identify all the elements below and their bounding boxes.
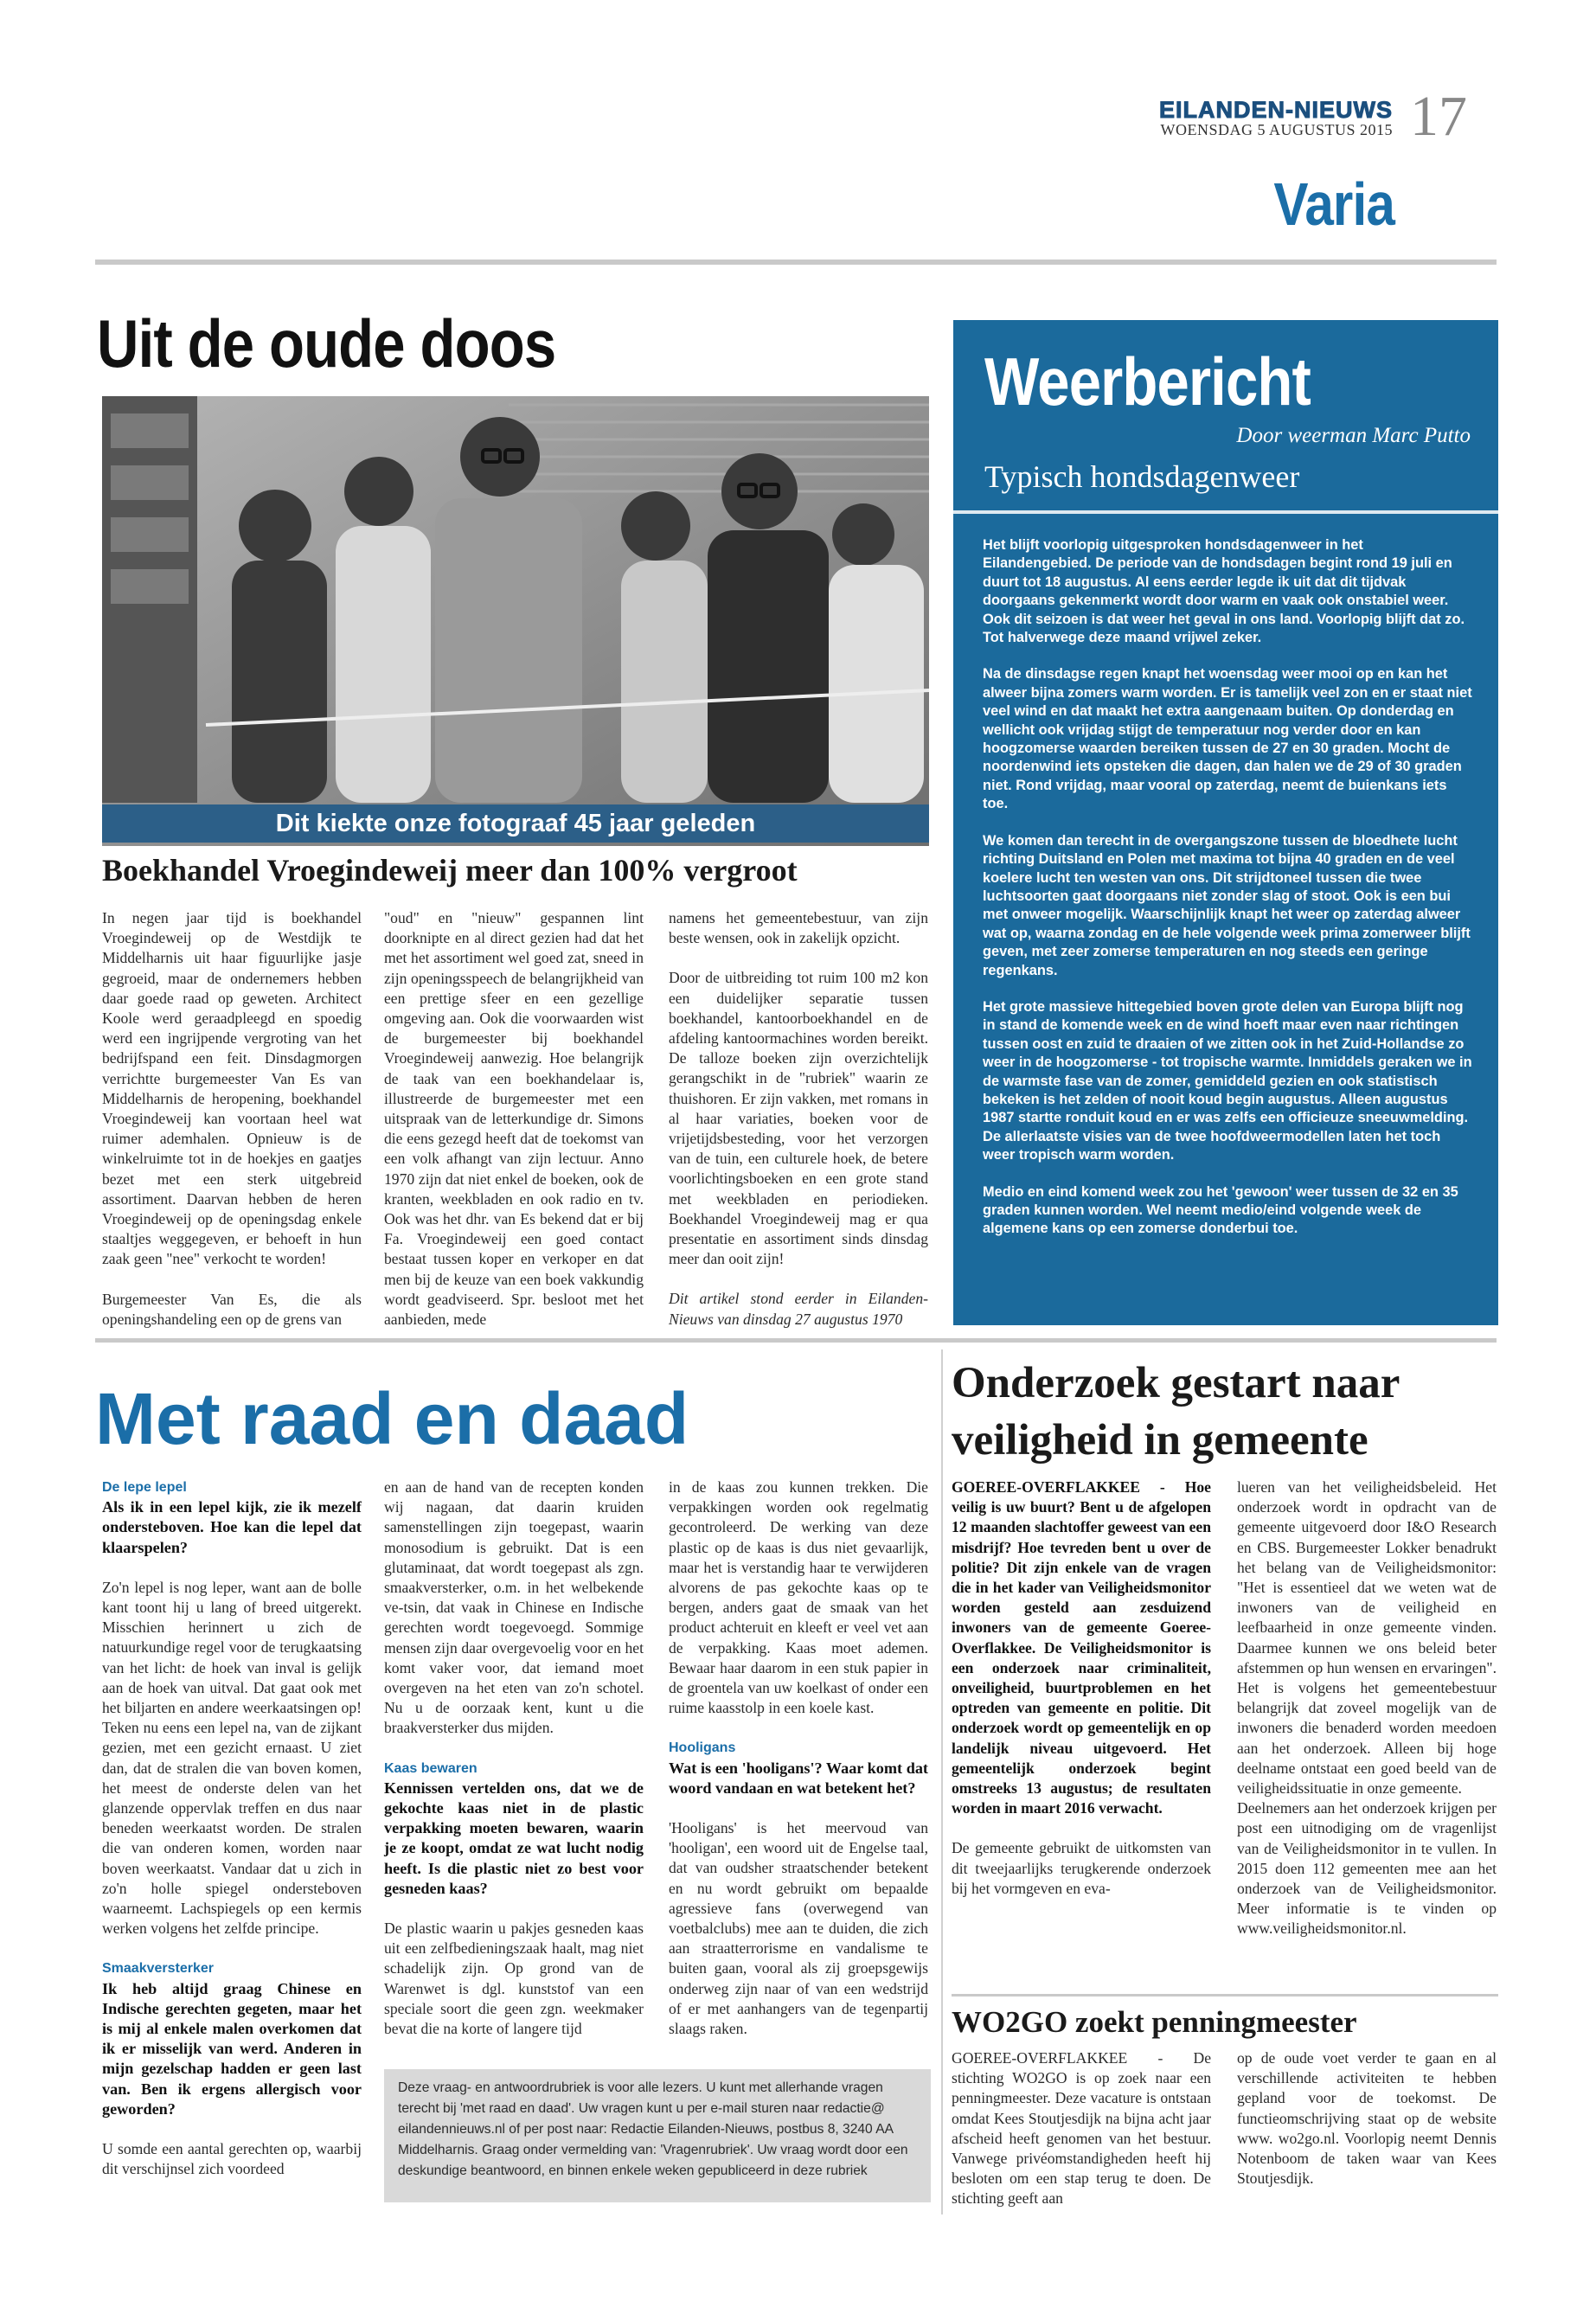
rubric-notice: Deze vraag- en antwoordrubriek is voor alle lezers. U kunt met allerhande vragen terecht bij 'met raad en daad'. Uw vragen kunt u per e-mail sturen naar redactie@ eilandennieuws.nl of per post naar: Redactie Eilanden-Nieuws, postbus 8, 3240 AA Middelharnis. Graag onder vermelding van: 'Vragenrubriek'. Uw vraag wordt door een deskundige beantwoord, en binnen enkele weken gepubliceerd in deze rubriek — [384, 2069, 931, 2202]
paragraph: namens het gemeentebestuur, van zijn beste wensen, ook in zakelijk opzicht. — [669, 909, 928, 947]
oude-doos-column-2 — [384, 908, 644, 1330]
question: Wat is een 'hooligans'? Waar komt dat woord vandaan en wat betekent het? — [669, 1759, 928, 1797]
weather-subtitle: Typisch hondsdagenweer — [984, 459, 1300, 494]
answer: en aan de hand van de recepten konden wij nagaan, dat daarin kruiden samenstellingen zijn toegepast, waarin monosodium is gebruikt. Dat is een glutaminaat, dat wordt toegepast als zgn. smaakversterker, o.m. in het welbekende ve-tsin, dat vaak in Chinese en Indische gerechten wordt toegevoegd. Sommige mensen zijn daar overgevoelig voor en het komt vaker voor, dat iemand moet overgeven na het eten van zo'n schotel. Nu u de oorzaak kent, kunt u die braakversterker dus mijden. — [384, 1478, 644, 1737]
weather-paragraph: Na de dinsdagse regen knapt het woensdag weer mooi op en kan het alweer bijna zomers warm worden. Er is tamelijk veel zon en er staat niet veel wind en dat maakt het extra aangenaam buiten. Op donderdag en wellicht ook vrijdag stijgt de temperatuur nog verder door en kan hoogzomerse waarden bereiken tussen de 27 en 30 graden. Mocht de noordenwind iets opsteken die dagen, dan halen we de 29 of 30 graden niet. Rond vrijdag, maar vooral op zaterdag, neemt de buienkans iets toe. — [983, 666, 1472, 812]
onderzoek-column-2 — [1237, 1477, 1497, 1939]
masthead-logo: EILANDEN-NIEUWS — [1159, 97, 1393, 123]
weather-paragraph: We komen dan terecht in de overgangszone tussen de bloedhete lucht richting Duitsland en Polen met maxima tot bijna 40 graden en de veel koelere lucht ten westen van ons. Dit strijdtoneel tussen die twee luchtsoorten gaat doorgaans niet zonder slag of stoot. Ook is een bui met onweer mogelijk. Waarschijnlijk knapt het weer op zaterdag alweer wat op, waarna zondag en de hele volgende week prima zomerweer blijft geven, met zeer zomerse temperaturen en nog steeds een geringe regenkans. — [983, 832, 1471, 978]
answer: U somde een aantal gerechten op, waarbij dit verschijnsel zich voordeed — [102, 2140, 362, 2178]
paragraph: Door de uitbreiding tot ruim 100 m2 kon een duidelijker separatie tussen boekhandel, kantoorboekhandel en de afdeling kantoormachines worden bereikt. De talloze boeken zijn overzichtelijk gerangschikt in de "rubriek" waarin ze thuishoren. Er zijn vakken, met romans in al haar variaties, boeken voor de vrijetijdsbesteding, voor het verzorgen van de tuin, een culturele hoek, de betere voorlichtingsboeken en een grote stand met weekbladen en periodieken. Boekhandel Vroegindeweij mag er qua presentatie en assortiment sinds dinsdag meer dan ooit zijn! — [669, 969, 928, 1268]
onderzoek-heading: Onderzoek gestart naar veiligheid in gemeente — [952, 1359, 1400, 1465]
question: Als ik in een lepel kijk, zie ik mezelf ondersteboven. Hoe kan die lepel dat klaarspelen? — [102, 1498, 362, 1556]
answer: 'Hooligans' is het meervoud van 'hooligan', een woord uit de Engelse taal, dat van oudsher straatschender betekent en nu wordt gebruikt om bepaalde agressieve fans (overwegend van voetbalclubs) mee aan te duiden, die zich aan straatterrorisme en vandalisme te buiten gaan, vooral als zij groepsgewijs onderweg zijn naar of van een wedstrijd of er met aanhangers van de tegenpartij slaags raken. — [669, 1819, 928, 2038]
source-note: Dit artikel stond eerder in Eilanden-Nieuws van dinsdag 27 augustus 1970 — [669, 1290, 928, 1328]
paragraph: Deelnemers aan het onderzoek krijgen per post een uitnodiging om de vragenlijst van de Veiligheidsmonitor in te vullen. In 2015 doen 112 gemeenten mee aan het onderzoek van de Veiligheidsmonitor. Meer informatie is te vinden op www.veiligheidsmonitor.nl. — [1237, 1799, 1497, 1938]
section-title: Varia — [1273, 170, 1394, 238]
onderzoek-column-1 — [952, 1477, 1211, 1899]
subsection-label: Hooligans — [669, 1740, 736, 1756]
subsection-label: Kaas bewaren — [384, 1760, 478, 1776]
paragraph: GOEREE-OVERFLAKKEE - De stichting WO2GO is op zoek naar een penningmeester. Deze vacature is ontstaan omdat Kees Stoutjesdijk na bijna acht jaar afscheid heeft genomen van het bestuur. Vanwege privéomstandigheden heeft hij besloten om een stap terug te doen. De stichting geeft aan — [952, 2049, 1211, 2208]
oude-doos-column-3 — [669, 908, 928, 1330]
article-title-boekhandel: Boekhandel Vroegindeweij meer dan 100% vergroot — [102, 853, 798, 888]
raad-heading: Met raad en daad — [95, 1378, 689, 1459]
raad-column-1 — [102, 1477, 362, 2200]
weather-heading: Weerbericht — [984, 343, 1311, 420]
oude-doos-column-1 — [102, 908, 362, 1330]
wo2go-column-1 — [952, 2048, 1211, 2209]
lead-paragraph: GOEREE-OVERFLAKKEE - Hoe veilig is uw buurt? Bent u de afgelopen 12 maanden slachtoffer geweest van een misdrijf? Hoe tevreden bent u over de politie? Dit zijn enkele van de vragen die in het kader van Veiligheidsmonitor worden gesteld aan zesduizend inwoners van de gemeente Goeree-Overflakkee. De Veiligheidsmonitor is een onderzoek naar criminaliteit, onveiligheid, buurtproblemen en het optreden van gemeente en politie. Dit onderzoek wordt op gemeentelijk en op landelijk niveau uitgevoerd. Het gemeentelijk onderzoek begint omstreeks 13 augustus; de resultaten worden in maart 2016 verwacht. — [952, 1478, 1211, 1817]
weather-author: Door weerman Marc Putto — [1236, 424, 1471, 447]
raad-column-2 — [384, 1477, 644, 2059]
subsection-label: De lepe lepel — [102, 1480, 187, 1495]
paragraph: lueren van het veiligheidsbeleid. Het onderzoek wordt in opdracht van de gemeente uitgevoerd door I&O Research en CBS. Burgemeester Lokker benadrukt het belang van de Veiligheidsmonitor: "Het is essentieel dat we weten wat de inwoners van de veiligheid en leefbaarheid in onze gemeente vinden. Daarmee kunnen we ons beleid beter afstemmen op hun wensen en ervaringen". Het is volgens het gemeentebestuur belangrijk dat zoveel mogelijk van de inwoners die benaderd worden meedoen aan het onderzoek. Alleen bij hoge deelname ontstaat een goed beeld van de veiligheidssituatie in onze gemeente. — [1237, 1478, 1497, 1798]
answer: De plastic waarin u pakjes gesneden kaas uit een zelfbedieningszaak haalt, mag niet schadelijk zijn. Op grond van de Warenwet is dgl. kunststof van een speciale soort die geen zgn. weekmaker bevat die na korte of langere tijd — [384, 1920, 644, 2038]
paragraph: "oud" en "nieuw" gespannen lint doorknipte en al direct gezien had dat het met het assortiment wel goed zat, sneed in zijn openingsspeech de belangrijkheid van een prettige sfeer en een gezellige omgeving aan. Ook die voorwaarden wist de burgemeester bij boekhandel Vroegindeweij aanwezig. Hoe belangrijk de taak van een boekhandelaar is, illustreerde de burgemeester met een uitspraak van de letterkundige dr. Simons die eens gezegd heeft dat de toekomst van een volk afhangt van zijn lectuur. Anno 1970 zijn dat niet enkel de boeken, ook de kranten, weekbladen en ook radio en tv. Ook was het dhr. van Es bekend dat er bij Fa. Vroegindeweij een goed contact bestaat tussen koper en verkoper en dat men bij de keuze van een boek vakkundig wordt geadviseerd. Spr. besloot met het aanbieden, mede — [384, 909, 644, 1329]
paragraph: De gemeente gebruikt de uitkomsten van dit tweejaarlijks terugkerende onderzoek bij het vormgeven en eva- — [952, 1839, 1211, 1897]
weather-paragraph: Medio en eind komend week zou het 'gewoon' weer tussen de 32 en 35 graden kunnen worden. Wel neemt medio/eind volgende week de algemene kans op een zomerse donderbui toe. — [983, 1183, 1458, 1237]
wo2go-divider — [952, 1994, 1498, 1997]
oude-doos-heading: Uit de oude doos — [97, 305, 556, 381]
archive-photo — [102, 396, 929, 846]
weather-divider — [953, 510, 1498, 514]
question: Ik heb altijd graag Chinese en Indische gerechten gegeten, maar het is mij al enkele malen overkomen dat ik er misselijk van werd. Anderen in mijn gezelschap hadden er geen last van. Ben ik ergens allergisch voor geworden? — [102, 1979, 362, 2118]
page-number: 17 — [1410, 85, 1467, 148]
wo2go-column-2 — [1237, 2048, 1497, 2189]
top-divider — [95, 260, 1497, 265]
question: Kennissen vertelden ons, dat we de gekochte kaas niet in de plastic verpakking moeten bewaren, waarin je ze koopt, omdat ze wat lucht nodig heeft. Is die plastic niet zo best voor gesneden kaas? — [384, 1779, 644, 1897]
paragraph: Burgemeester Van Es, die als openingshandeling een op de grens van — [102, 1290, 362, 1328]
issue-date: WOENSDAG 5 AUGUSTUS 2015 — [1160, 121, 1393, 138]
paragraph: In negen jaar tijd is boekhandel Vroegindeweij op de Westdijk te Middelharnis uit haar figuurlijke jasje gegroeid, maar de ondernemers hebben daar goede raad op geweten. Architect Koole werd geraadpleegd en spoedig werd een ingrijpende vergroting van het bedrijfspand een feit. Dinsdagmorgen verrichtte burgemeester Van Es van Middelharnis de heropening, boekhandel Vroegindeweij kan voortaan heel wat ruimer ademhalen. Opnieuw is de winkelruimte tot in de hoekjes en gaatjes bezet met een sterk uitgebreid assortiment. Daarvan hebben de heren Vroegindeweij op de openingsdag enkele staaltjes weggegeven, er behoeft in hun zaak geen "nee" verkocht te worden! — [102, 909, 362, 1268]
weather-paragraph: Het blijft voorlopig uitgesproken hondsdagenweer in het Eilandengebied. De periode van de hondsdagen begint rond 19 juli en duurt tot 18 augustus. Al eens eerder legde ik uit dat dit tijdvak doorgaans gekenmerkt wordt door warm en vaak ook onstabiel weer. Ook dit seizoen is dat weer het geval in ons land. Voorlopig blijft dat zo. Tot halverwege deze maand vrijwel zeker. — [983, 537, 1465, 646]
wo2go-heading: WO2GO zoekt penningmeester — [952, 2005, 1357, 2039]
photo-caption: Dit kiekte onze fotograaf 45 jaar geleden — [102, 804, 929, 843]
weather-paragraph: Het grote massieve hittegebied boven grote delen van Europa blijft nog in stand de komende week en de wind hoeft maar even naar richtingen tussen oost en zuid te draaien of we zitten ook in het Zuid-Hollandse zo weer in de hoogzomerse - tot tropische warmte. Inmiddels geraken we in de warmste fase van de zomer, gemiddeld gezien en ook statistisch bekeken is het zelden of nooit koud begin augustus. Alleen augustus 1987 startte ronduit koud en er was zelfs een officieuze sneeuwmelding. De allerlaatste visies van de twee hoofdweermodellen laten het toch weer tropisch warm worden. — [983, 998, 1472, 1163]
vertical-divider — [941, 1349, 943, 2214]
answer: Zo'n lepel is nog leper, want aan de bolle kant toont hij u lang of breed uitgerekt. Misschien herinnert u zich de natuurkundige regel voor de terugkaatsing van het licht: de hoek van inval is gelijk aan de hoek van uitval. Dat gaat ook met het biljarten en andere weerkaatsingen op! Teken nu eens een lepel na, van de zijkant gezien, met een gezicht ernaast. U ziet dan, dat de stralen die van boven komen, het meest de onderste delen van het glanzende oppervlak treffen en dus naar beneden weerkaatst worden. De stralen die van onderen komen, worden naar boven weerkaatst. Vandaar dat u zich in zo'n holle spiegel ondersteboven waarneemt. Lachspiegels op een kermis werken volgens het zelfde principe. — [102, 1578, 362, 1938]
answer: in de kaas zou kunnen trekken. Die verpakkingen worden ook regelmatig gecontroleerd. De werking van deze plastic op de kaas is dus niet gevaarlijk, maar het is verstandig haar te verwijderen alvorens de pas gekochte kaas op te bergen, anders gaat de smaak van het product achteruit en kleeft er veel vet aan de verpakking. Kaas moet ademen. Bewaar haar daarom in een stuk papier in de groentela van uw koelkast of onder een ruime kaasstolp in een koele kast. — [669, 1478, 928, 1717]
subsection-label: Smaakversterker — [102, 1961, 214, 1977]
middle-divider — [95, 1338, 1497, 1343]
paragraph: op de oude voet verder te gaan en al verschillende activiteiten te hebben gepland voor de toekomst. De functieomschrijving staat op de website www. wo2go.nl. Voorlopig neemt Dennis Notenboom de taken waar van Kees Stoutjesdijk. — [1237, 2049, 1497, 2188]
weather-body — [983, 536, 1474, 1257]
raad-column-3 — [669, 1477, 928, 2059]
